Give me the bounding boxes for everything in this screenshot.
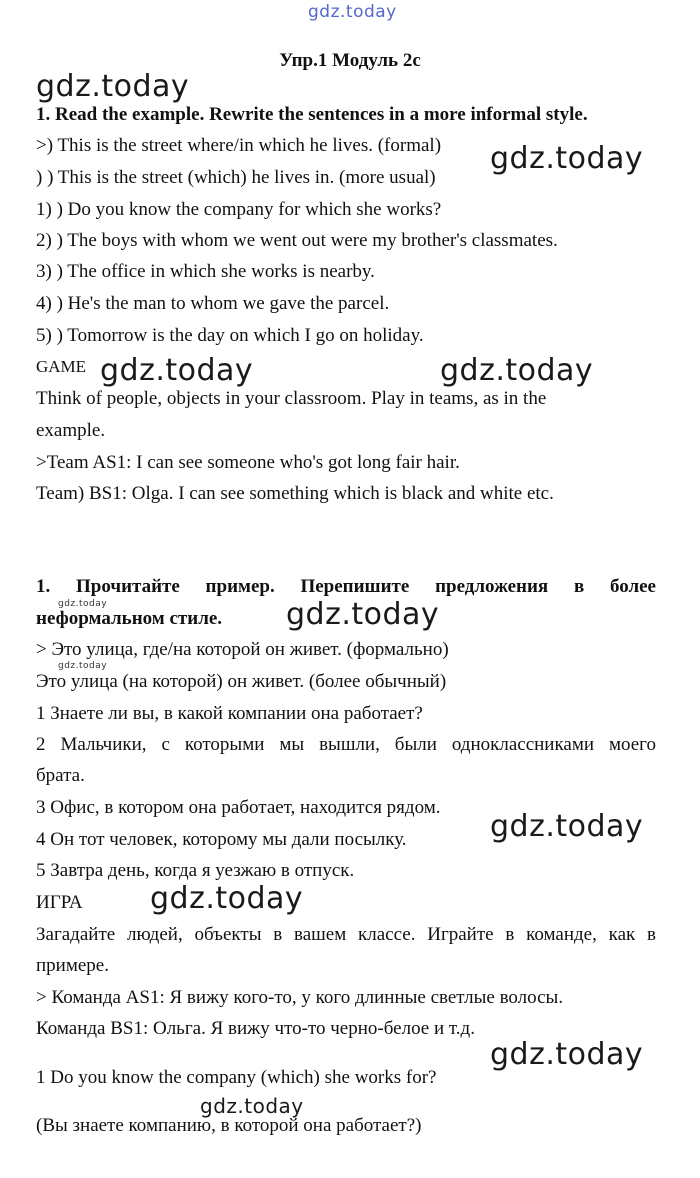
watermark: gdz.today <box>286 597 440 632</box>
watermark-small: gdz.today <box>58 661 108 671</box>
watermark: gdz.today <box>150 881 304 916</box>
english-item-5: 5) ) Tomorrow is the day on which I go on holiday. <box>36 325 424 346</box>
russian-example-usual: Это улица (на которой) он живет. (более обычный) <box>36 671 447 692</box>
russian-item-3: 3 Офис, в котором она работает, находится рядом. <box>36 797 441 818</box>
english-game-label: GAME <box>36 357 87 376</box>
russian-game-label: ИГРА <box>36 892 83 913</box>
english-item-3: 3) ) The office in which she works is nearby. <box>36 261 375 282</box>
russian-item-5: 5 Завтра день, когда я уезжаю в отпуск. <box>36 860 355 881</box>
watermark: gdz.today <box>490 141 644 176</box>
watermark: gdz.today <box>200 1094 304 1118</box>
watermark: gdz.today <box>490 809 644 844</box>
english-game-text: Think of people, objects in your classroom. Play in teams, as in the <box>36 388 547 409</box>
english-task: 1. Read the example. Rewrite the sentences in a more informal style. <box>36 104 588 125</box>
russian-item-1: 1 Знаете ли вы, в какой компании она работает? <box>36 703 423 724</box>
watermark-top: gdz.today <box>308 2 397 22</box>
english-team-a: >Team AS1: I can see someone who's got long fair hair. <box>36 452 460 473</box>
page-title: Упр.1 Модуль 2с <box>279 50 421 71</box>
russian-item-2: 2 Мальчики, с которыми мы вышли, были одноклассниками моего <box>36 734 656 755</box>
watermark: gdz.today <box>36 69 190 104</box>
english-item-1: 1) ) Do you know the company for which she works? <box>36 199 442 220</box>
russian-game-text-cont: примере. <box>36 955 109 976</box>
english-example-formal: >) This is the street where/in which he lives. (formal) <box>36 135 442 156</box>
watermark-small: gdz.today <box>58 599 108 609</box>
watermark: gdz.today <box>440 353 594 388</box>
russian-item-4: 4 Он тот человек, которому мы дали посылку. <box>36 829 407 850</box>
watermark: gdz.today <box>490 1037 644 1072</box>
english-item-4: 4) ) He's the man to whom we gave the parcel. <box>36 293 390 314</box>
russian-task: 1. Прочитайте пример. Перепишите предложения в более <box>36 576 656 597</box>
answer-english: 1 Do you know the company (which) she works for? <box>36 1067 437 1088</box>
russian-example-formal: > Это улица, где/на которой он живет. (формально) <box>36 639 449 660</box>
russian-task-cont: неформальном стиле. <box>36 608 223 629</box>
english-example-usual: ) ) This is the street (which) he lives in. (more usual) <box>36 167 436 188</box>
russian-team-b: Команда BS1: Ольга. Я вижу что-то черно-белое и т.д. <box>36 1018 475 1039</box>
russian-team-a: > Команда AS1: Я вижу кого-то, у кого длинные светлые волосы. <box>36 987 564 1008</box>
english-item-2: 2) ) The boys with whom we went out were my brother's classmates. <box>36 230 558 251</box>
russian-game-text: Загадайте людей, объекты в вашем классе. Играйте в команде, как в <box>36 924 656 945</box>
english-game-text-cont: example. <box>36 420 106 441</box>
russian-item-2-cont: брата. <box>36 765 85 786</box>
answer-russian: (Вы знаете компанию, в которой она работает?) <box>36 1115 422 1136</box>
watermark: gdz.today <box>100 353 254 388</box>
english-team-b: Team) BS1: Olga. I can see something which is black and white etc. <box>36 483 554 504</box>
